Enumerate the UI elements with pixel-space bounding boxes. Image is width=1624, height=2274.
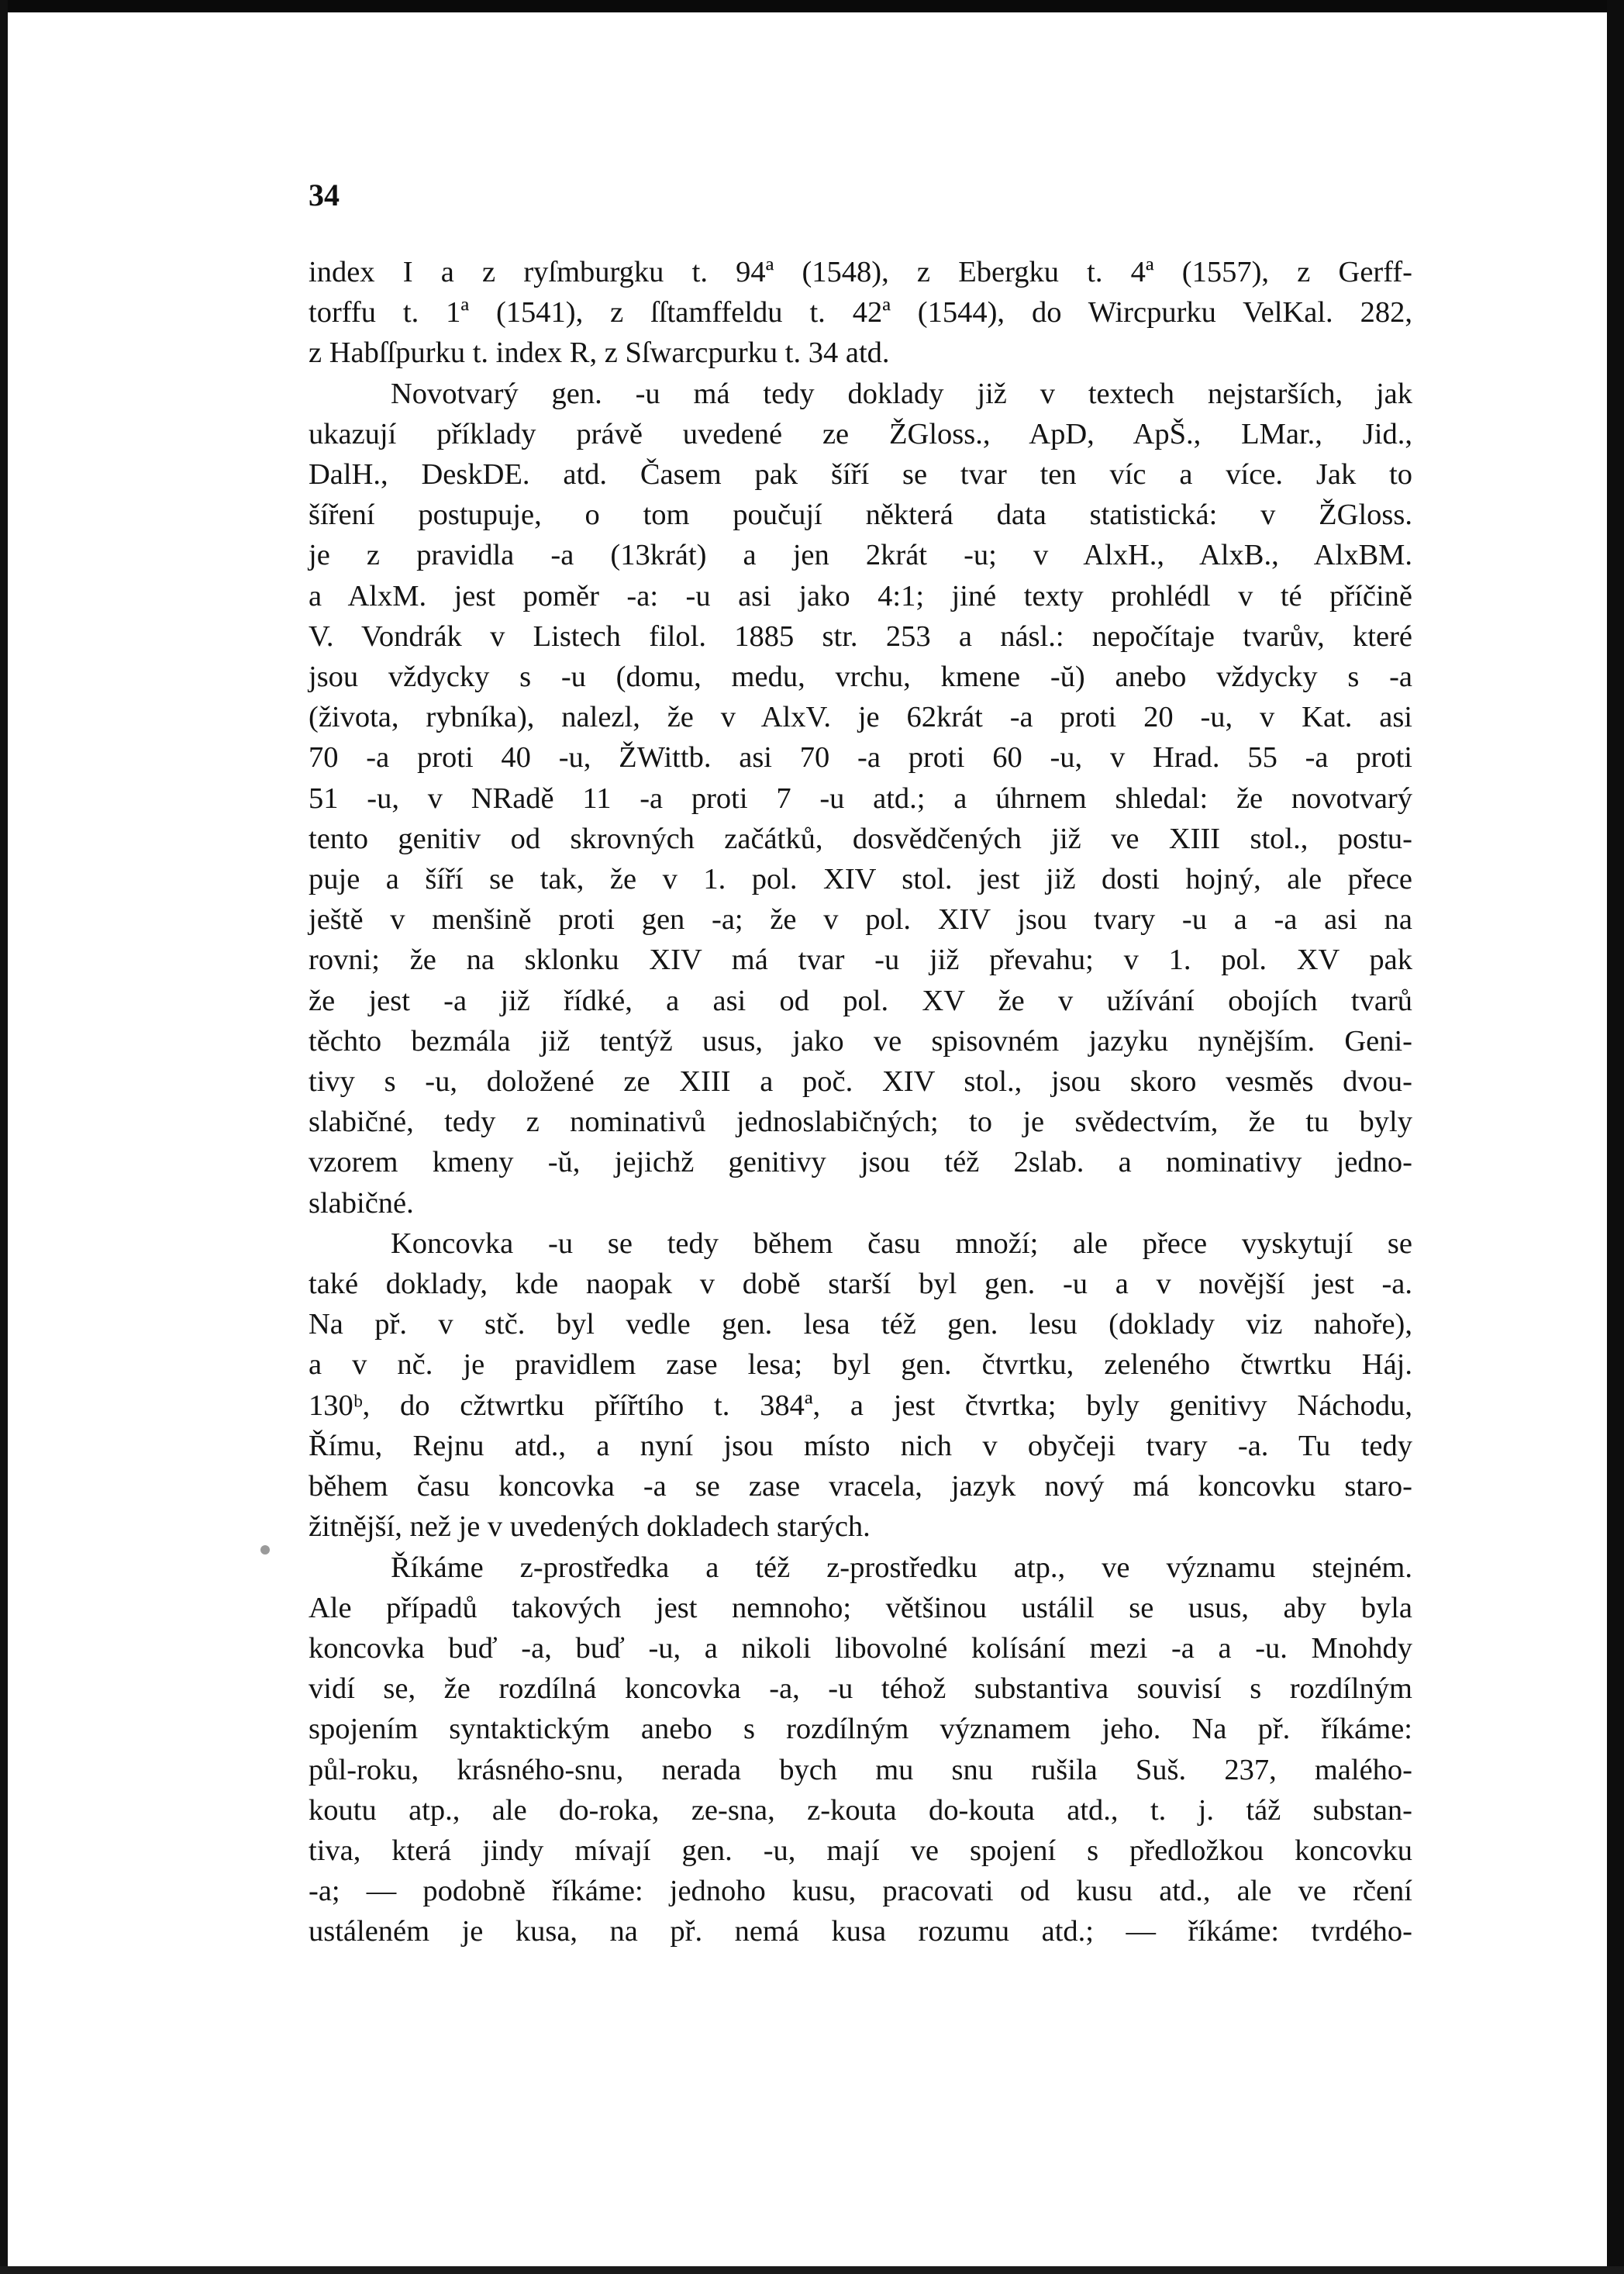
text-line: Na př. v stč. byl vedle gen. lesa též gen. lesu (doklady viz nahoře), bbox=[309, 1308, 1412, 1341]
text-line: koncovka buď -a, buď -u, a nikoli libovolné kolísání mezi -a a -u. Mnohdy bbox=[309, 1631, 1412, 1665]
text-line: ještě v menšině proti gen -a; že v pol. XIV jsou tvary -u a -a asi na bbox=[309, 903, 1412, 937]
text-line: 130ᵇ, do cžtwrtku přířtího t. 384ª, a jest čtvrtka; byly genitivy Náchodu, bbox=[309, 1389, 1412, 1422]
text-line: -a; — podobně říkáme: jednoho kusu, pracovati od kusu atd., ale ve rčení bbox=[309, 1875, 1412, 1908]
text-line: 70 -a proti 40 -u, ŽWittb. asi 70 -a proti 60 -u, v Hrad. 55 -a proti bbox=[309, 741, 1412, 775]
text-line: (života, rybníka), nalezl, že v AlxV. je 62krát -a proti 20 -u, v Kat. asi bbox=[309, 701, 1412, 734]
text-line: je z pravidla -a (13krát) a jen 2krát -u; v AlxH., AlxB., AlxBM. bbox=[309, 539, 1412, 572]
text-line: DalH., DeskDE. atd. Časem pak šíří se tvar ten víc a více. Jak to bbox=[309, 458, 1412, 492]
text-line: a v nč. je pravidlem zase lesa; byl gen. čtvrtku, zeleného čtwrtku Háj. bbox=[309, 1348, 1412, 1382]
body-text bbox=[309, 252, 1412, 1952]
text-line: Ale případů takových jest nemnoho; většinou ustálil se usus, aby byla bbox=[309, 1591, 1412, 1624]
text-line: rovni; že na sklonku XIV má tvar -u již převahu; v 1. pol. XV pak bbox=[309, 944, 1412, 977]
scan-edge-left bbox=[0, 0, 8, 2274]
text-line: vidí se, že rozdílná koncovka -a, -u téhož substantiva souvisí s rozdílným bbox=[309, 1672, 1412, 1706]
text-line: žitnější, než je v uvedených dokladech starých. bbox=[309, 1510, 871, 1544]
text-line: vzorem kmeny -ŭ, jejichž genitivy jsou též 2slab. a nominativy jedno- bbox=[309, 1146, 1412, 1179]
text-line: 51 -u, v NRadě 11 -a proti 7 -u atd.; a úhrnem shledal: že novotvarý bbox=[309, 782, 1412, 815]
page-number: 34 bbox=[309, 178, 340, 212]
text-line: tento genitiv od skrovných začátků, dosvědčených již ve XIII stol., postu- bbox=[309, 822, 1412, 855]
text-line: Římu, Rejnu atd., a nyní jsou místo nich v obyčeji tvary -a. Tu tedy bbox=[309, 1429, 1412, 1462]
text-line: jsou vždycky s -u (domu, medu, vrchu, kmene -ŭ) anebo vždycky s -a bbox=[309, 661, 1412, 694]
text-line: slabičné, tedy z nominativů jednoslabičných; to je svědectvím, že tu byly bbox=[309, 1106, 1412, 1139]
text-line: Novotvarý gen. -u má tedy doklady již v textech nejstarších, jak bbox=[391, 377, 1412, 410]
text-line: V. Vondrák v Listech filol. 1885 str. 253 a násl.: nepočítaje tvarův, které bbox=[309, 619, 1412, 653]
text-line: index I a z ryſmburgku t. 94ª (1548), z Ebergku t. 4ª (1557), z Gerff- bbox=[309, 256, 1412, 288]
text-line: slabičné. bbox=[309, 1186, 414, 1220]
text-line: tivy s -u, doložené ze XIII a poč. XIV stol., jsou skoro vesměs dvou- bbox=[309, 1065, 1412, 1099]
text-line: spojením syntaktickým anebo s rozdílným významem jeho. Na př. říkáme: bbox=[309, 1713, 1412, 1746]
text-line: a AlxM. jest poměr -a: -u asi jako 4:1; jiné texty prohlédl v té příčině bbox=[309, 579, 1412, 612]
text-line: Říkáme z-prostředka a též z-prostředku atp., ve významu stejném. bbox=[391, 1551, 1412, 1584]
scan-edge-right bbox=[1607, 0, 1624, 2274]
text-line: ukazují příklady právě uvedené ze ŽGloss., ApD, ApŠ., LMar., Jid., bbox=[309, 417, 1412, 450]
text-line: během času koncovka -a se zase vracela, jazyk nový má koncovku staro- bbox=[309, 1470, 1412, 1503]
scan-edge-bottom bbox=[0, 2266, 1624, 2274]
text-line: tiva, která jindy mívají gen. -u, mají ve spojení s předložkou koncovku bbox=[309, 1834, 1412, 1867]
text-line: torffu t. 1ª (1541), z ſſtamffeldu t. 42ª (1544), do Wircpurku VelKal. 282, bbox=[309, 296, 1412, 330]
text-line: ustáleném je kusa, na př. nemá kusa rozumu atd.; — říkáme: tvrdého- bbox=[309, 1915, 1412, 1948]
text-line: Koncovka -u se tedy během času množí; ale přece vyskytují se bbox=[391, 1227, 1412, 1260]
text-line: koutu atp., ale do-roka, ze-sna, z-kouta do-kouta atd., t. j. táž substan- bbox=[309, 1793, 1412, 1827]
text-line: z Habſſpurku t. index R, z Sſwarcpurku t. 34 atd. bbox=[309, 336, 890, 370]
text-line: že jest -a již řídké, a asi od pol. XV že v užívání obojích tvarů bbox=[309, 984, 1412, 1017]
paper-blemish bbox=[260, 1545, 270, 1555]
text-line: těchto bezmála již tentýž usus, jako ve spisovném jazyku nynějším. Geni- bbox=[309, 1024, 1412, 1058]
scan-edge-top bbox=[0, 0, 1624, 12]
text-line: puje a šíří se tak, že v 1. pol. XIV stol. jest již dosti hojný, ale přece bbox=[309, 863, 1412, 896]
text-line: také doklady, kde naopak v době starší byl gen. -u a v novější jest -a. bbox=[309, 1268, 1412, 1301]
text-line: půl-roku, krásného-snu, nerada bych mu snu rušila Suš. 237, malého- bbox=[309, 1753, 1412, 1786]
text-line: šíření postupuje, o tom poučují některá data statistická: v ŽGloss. bbox=[309, 499, 1412, 532]
